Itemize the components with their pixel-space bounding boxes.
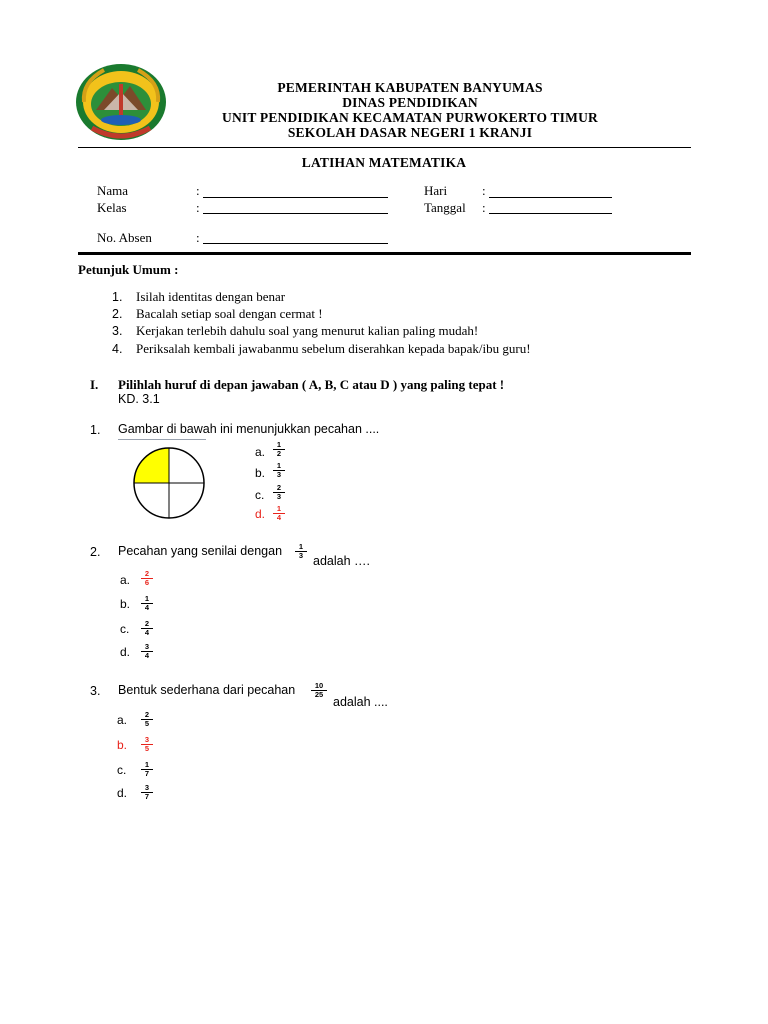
option-label[interactable]: b. (120, 597, 131, 611)
kelas-label: Kelas (97, 200, 127, 215)
option-label[interactable]: c. (117, 763, 127, 777)
option-fraction: $\frac{3}{4}$ (141, 643, 153, 660)
option-fraction: $\frac{1}{7}$ (141, 761, 153, 778)
absen-colon: : (196, 230, 200, 245)
hari-field[interactable] (489, 197, 612, 198)
instructions-title: Petunjuk Umum : (78, 262, 179, 277)
option-fraction: $\frac{2}{5}$ (141, 711, 153, 728)
option-label[interactable]: d. (117, 786, 128, 800)
pie-figure (133, 447, 205, 519)
kelas-field[interactable] (203, 213, 388, 214)
header-line-4: SEKOLAH DASAR NEGERI 1 KRANJI (287, 125, 533, 140)
header-line-3: UNIT PENDIDIKAN KECAMATAN PURWOKERTO TIMUR (222, 110, 598, 125)
option-label[interactable]: d. (120, 645, 131, 659)
question-fraction: $\frac{1}{3}$ (295, 543, 307, 560)
option-label[interactable]: a. (255, 445, 266, 459)
nama-colon: : (196, 183, 200, 198)
header-divider (78, 147, 691, 148)
question-text: Gambar di bawah ini menunjukkan pecahan .... (118, 422, 380, 436)
instruction-number: 3. (112, 324, 123, 338)
question-text: Bentuk sederhana dari pecahan (118, 683, 296, 697)
option-fraction: $\frac{1}{2}$ (273, 441, 285, 458)
option-fraction-correct: $\frac{3}{5}$ (141, 736, 153, 753)
instruction-item: Isilah identitas dengan benar (136, 289, 286, 304)
option-fraction: $\frac{3}{7}$ (141, 784, 153, 801)
tanggal-colon: : (482, 200, 486, 215)
section-number: I. (90, 377, 99, 392)
figure-frame-top (118, 439, 206, 440)
absen-label: No. Absen (97, 230, 152, 245)
instruction-item: Kerjakan terlebih dahulu soal yang menurut kalian paling mudah! (136, 323, 479, 338)
nama-field[interactable] (203, 197, 388, 198)
option-label[interactable]: c. (255, 488, 265, 502)
tanggal-field[interactable] (489, 213, 612, 214)
option-label-correct[interactable]: b. (117, 738, 128, 752)
question-number: 2. (90, 545, 101, 559)
kd-label: KD. 3.1 (118, 392, 160, 406)
header-line-2: DINAS PENDIDIKAN (342, 95, 478, 110)
option-fraction: $\frac{1}{4}$ (141, 595, 153, 612)
page-title: LATIHAN MATEMATIKA (301, 155, 467, 170)
option-label-correct[interactable]: d. (255, 507, 266, 521)
tanggal-label: Tanggal (424, 200, 466, 215)
option-fraction: $\frac{2}{3}$ (273, 484, 285, 501)
option-fraction: $\frac{2}{4}$ (141, 620, 153, 637)
question-number: 1. (90, 423, 101, 437)
option-label[interactable]: a. (120, 573, 131, 587)
question-suffix: adalah …. (313, 554, 370, 568)
option-label[interactable]: c. (120, 622, 130, 636)
kelas-colon: : (196, 200, 200, 215)
option-label[interactable]: b. (255, 466, 266, 480)
instruction-item: Periksalah kembali jawabanmu sebelum diserahkan kepada bapak/ibu guru! (136, 341, 531, 356)
instruction-number: 1. (112, 290, 123, 304)
question-text: Pecahan yang senilai dengan (118, 544, 283, 558)
header-line-1: PEMERINTAH KABUPATEN BANYUMAS (277, 80, 543, 95)
nama-label: Nama (97, 183, 129, 198)
section-title: Pilihlah huruf di depan jawaban ( A, B, C atau D ) yang paling tepat ! (118, 377, 505, 392)
instruction-number: 2. (112, 307, 123, 321)
option-fraction-correct: $\frac{1}{4}$ (273, 505, 285, 522)
hari-label: Hari (424, 183, 448, 198)
question-number: 3. (90, 684, 101, 698)
identity-divider (78, 252, 691, 255)
hari-colon: : (482, 183, 486, 198)
question-fraction: $\frac{10}{25}$ (311, 682, 327, 699)
option-fraction: $\frac{1}{3}$ (273, 462, 285, 479)
option-fraction-correct: $\frac{2}{6}$ (141, 570, 153, 587)
absen-field[interactable] (203, 243, 388, 244)
instruction-number: 4. (112, 342, 123, 356)
instruction-item: Bacalah setiap soal dengan cermat ! (136, 306, 323, 321)
option-label[interactable]: a. (117, 713, 128, 727)
question-suffix: adalah .... (333, 695, 388, 709)
